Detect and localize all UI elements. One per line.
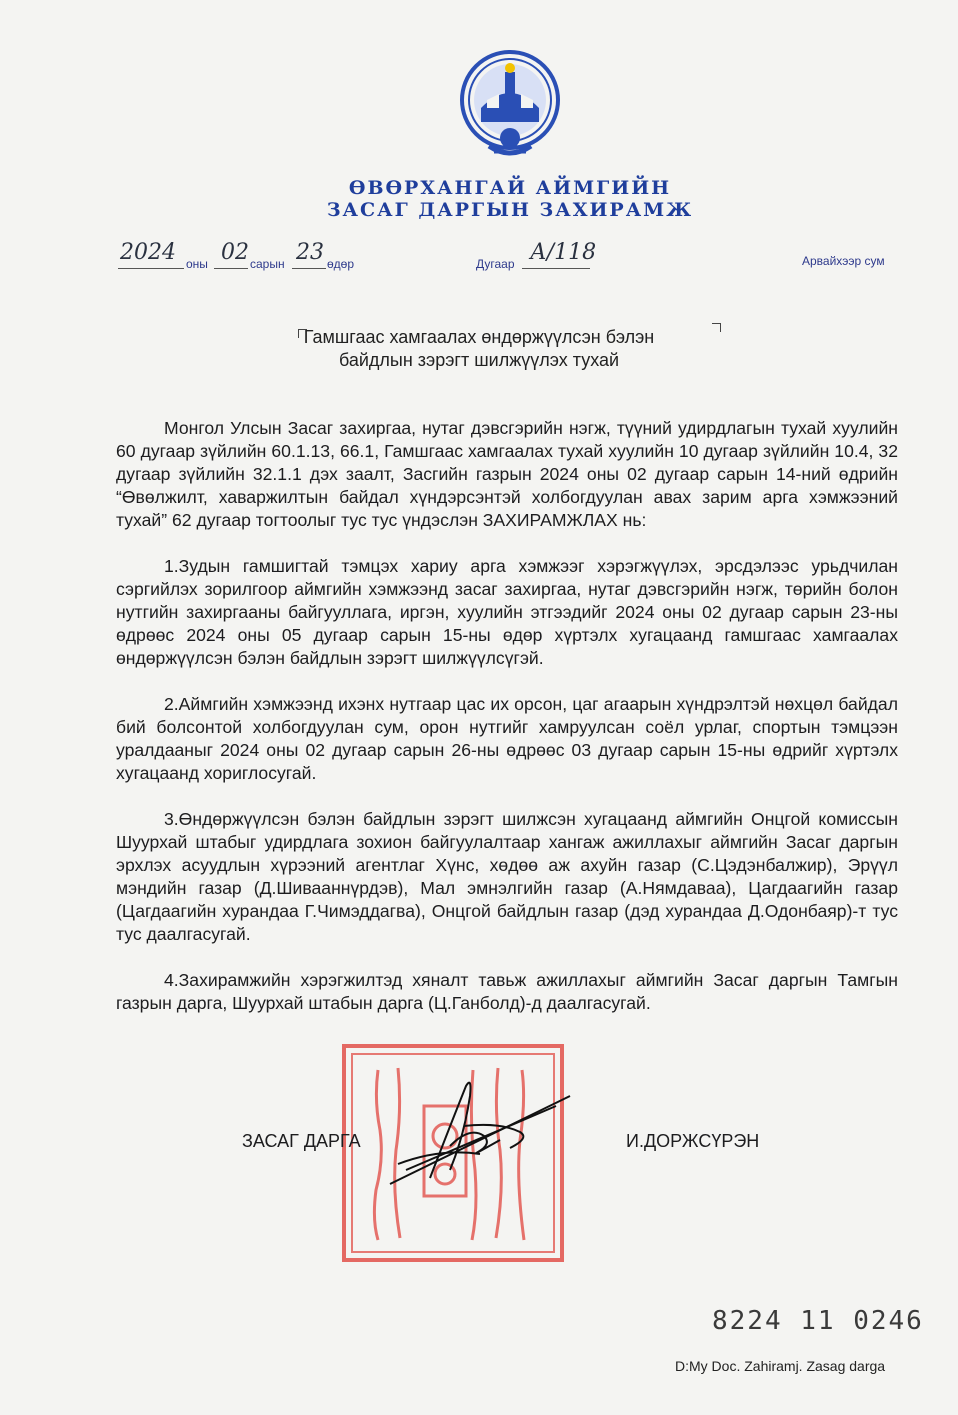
- number-label: Дугаар: [476, 257, 515, 271]
- document-number: А/118: [530, 240, 597, 265]
- document-body: [116, 417, 898, 1038]
- order-item-3: 3.Өндөржүүлсэн бэлэн байдлын зэрэгт шилжсэн хугацаанд аймгийн Онцгой комиссын Шуурхай штабыг удирдлага зохион байгуулалтаар хангаж ажиллахыг аймгийн Засаг даргын эрхлэх асуудлын хүрээний агентлаг Хүнс, хөдөө аж ахуйн газар (С.Цэдэнбалжир), Эрүүл мэндийн газар (Д.Шивааннүрдэв), Мал эмнэлгийн газар (А.Нямдаваа), Цагдаагийн газар (Цагдаагийн хурандаа Г.Чимэддагва), Онцгой байдлын газар (дэд хурандаа Д.Одонбаяр)-т тус тус даалгасугай.: [116, 809, 898, 944]
- date-month-underline: [214, 268, 248, 269]
- date-day-underline: [292, 268, 326, 269]
- date-year-underline: [118, 268, 184, 269]
- order-item-2: 2.Аймгийн хэмжээнд ихэнх нутгаар цас их орсон, цаг агаарын хүндрэлтэй нөхцөл байдал бий болсонтой холбогдуулан сум, орон нутгийг хамруулсан соёл урлаг, спортын тэмцээн уралдааныг 2024 оны 02 дугаар сарын 26-ны өдрөөс 03 дугаар сарын 15-ны өдрийг хүртэлх хугацаанд хориглосугай.: [116, 694, 898, 783]
- signatory-role: ЗАСАГ ДАРГА: [242, 1131, 361, 1151]
- date-month: 02: [221, 240, 249, 265]
- date-month-suffix: сарын: [250, 257, 285, 271]
- registration-stamp-number: 8224 11 0246: [712, 1306, 924, 1336]
- order-item-1: 1.Зудын гамшигтай тэмцэх хариу арга хэмжээг хэрэгжүүлэх, эрсдэлээс урьдчилан сэргийлэх зорилгоор аймгийн хэмжээнд засаг захиргаа, нутаг дэвсгэрийн нэгж, төрийн болон нутгийн захиргааны байгууллага, иргэн, хуулийн этгээдийг 2024 оны 02 дугаар сарын 23-ны өдрөөс 2024 оны 05 дугаар сарын 15-ны өдөр хүртэлх хугацаанд гамшгаас хамгаалах өндөржүүлсэн бэлэн байдлын зэрэгт шилжүүлсүгэй.: [116, 556, 898, 668]
- document-title-line1: Гамшгаас хамгаалах өндөржүүлсэн бэлэн: [303, 327, 655, 347]
- org-title-line1: ӨВӨРХАНГАЙ АЙМГИЙН: [348, 177, 672, 199]
- order-item-4: 4.Захирамжийн хэрэгжилтэд хяналт тавьж ажиллахыг аймгийн Засаг даргын Тамгын газрын дарга, Шуурхай штабын дарга (Ц.Ганболд)-д даалгасугай.: [116, 970, 898, 1013]
- state-emblem-icon: [459, 48, 561, 162]
- place-name: Арвайхээр сум: [802, 254, 885, 268]
- handwritten-signature: [380, 1066, 580, 1206]
- footer-file-path: D:My Doc. Zahiramj. Zasag darga: [675, 1358, 886, 1374]
- number-underline: [522, 268, 590, 269]
- document-title-line2: байдлын зэрэгт шилжүүлэх тухай: [338, 350, 620, 370]
- date-year: 2024: [120, 240, 176, 265]
- preamble-paragraph: Монгол Улсын Засаг захиргаа, нутаг дэвсгэрийн нэгж, түүний удирдлагын тухай хуулийн 60 дугаар зүйлийн 60.1.13, 66.1, Гамшгаас хамгаалах тухай хуулийн 10 дугаар зүйлийн 10.4, 32 дугаар зүйлийн 32.1.1 дэх заалт, Засгийн газрын 2024 оны 02 дугаар сарын 14-ний өдрийн “Өвөлжилт, хаваржилтын байдал хүндэрсэнтэй холбогдуулан авах зарим арга хэмжээний тухай” 62 дугаар тогтоолыг тус тус үндэслэн ЗАХИРАМЖЛАХ нь:: [116, 418, 898, 530]
- date-year-suffix: оны: [186, 257, 208, 271]
- org-title-line2: ЗАСАГ ДАРГЫН ЗАХИРАМЖ: [326, 199, 694, 221]
- date-day: 23: [296, 240, 324, 265]
- signatory-name: И.ДОРЖСҮРЭН: [626, 1131, 760, 1151]
- date-day-suffix: өдөр: [327, 257, 355, 271]
